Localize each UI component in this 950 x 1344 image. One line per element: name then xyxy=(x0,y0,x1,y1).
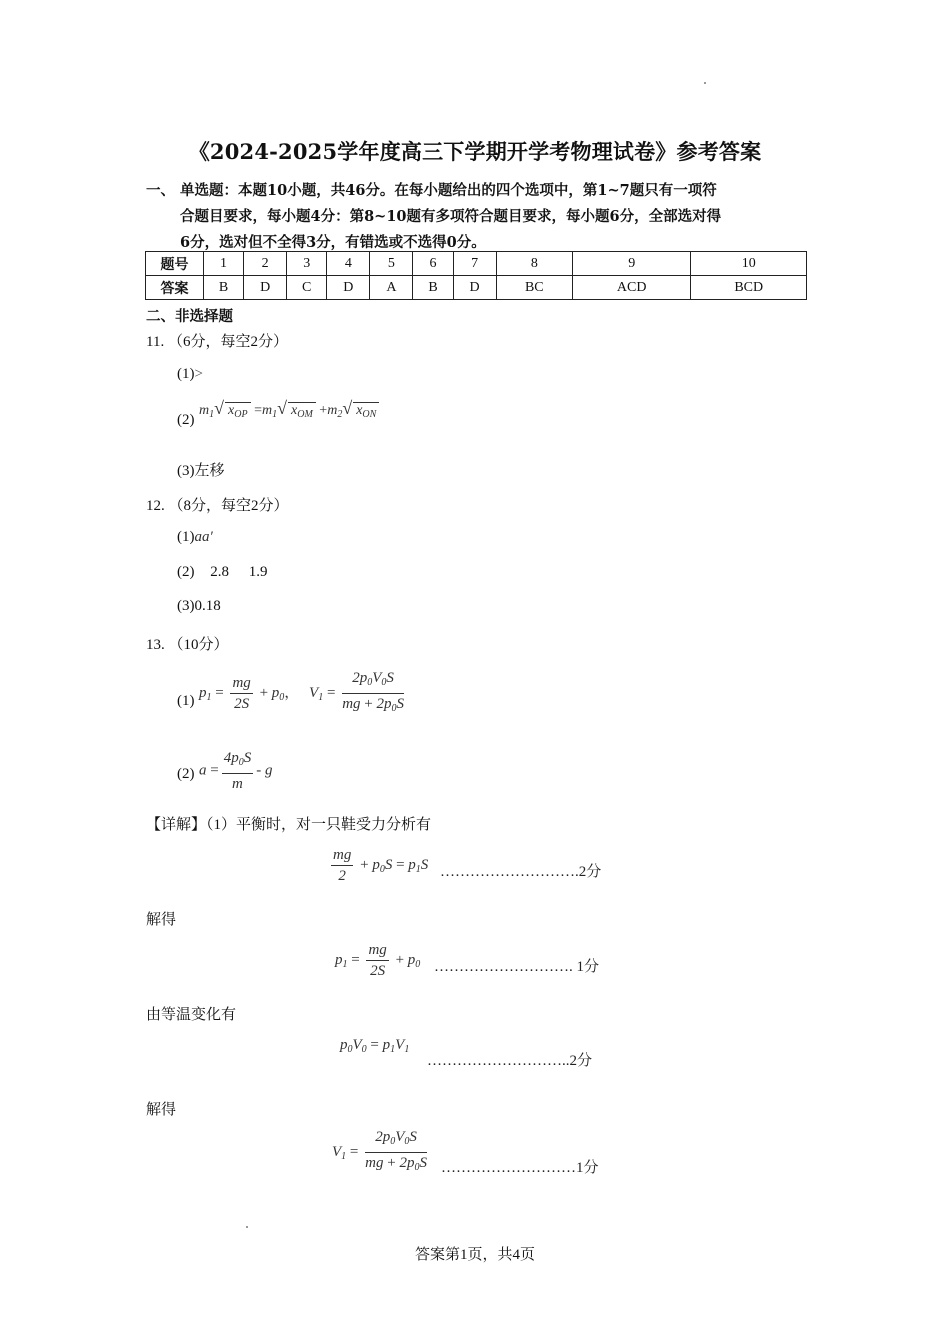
q13-part2-formula: a = $\frac{4p_0S}{m}$ - g xyxy=(199,750,273,792)
q12-part2-answer-b: 1.9 xyxy=(248,564,268,580)
q12-part1 xyxy=(177,529,213,546)
q12-part2-label: (2) xyxy=(177,564,195,580)
question-number: 2 xyxy=(244,252,287,276)
q12-part2 xyxy=(177,564,268,581)
answer-cell: D xyxy=(327,276,370,300)
q13-part1-formula: $p_1$ = $\frac{mg}{2S}$ + $p_0$， $V_1$ = $\frac{2p_0V_0S}{mg + 2p_0S}$ xyxy=(199,670,404,714)
answer-cell: A xyxy=(370,276,413,300)
q11-part3-label: (3) xyxy=(177,463,195,479)
q12-part1-answer: aa′ xyxy=(194,529,213,545)
detail-equation-4: $V_1$ = $\frac{2p_0V_0S}{mg + 2p_0S}$ xyxy=(332,1129,427,1173)
question-number: 1 xyxy=(204,252,244,276)
section1-line2: 合题目要求，每小题4分：第8~10题有多项符合题目要求，每小题6分，全部选对得 xyxy=(180,208,722,225)
page-footer: 答案第1页，共4页 xyxy=(414,1247,535,1263)
question-number: 5 xyxy=(370,252,413,276)
question-number: 8 xyxy=(496,252,572,276)
question-number: 9 xyxy=(572,252,690,276)
answer-cell: BC xyxy=(496,276,572,300)
detail-intro: 【详解】（1）平衡时，对一只鞋受力分析有 xyxy=(146,817,432,833)
q12-part3 xyxy=(177,598,221,615)
detail-jiede-2: 解得 xyxy=(146,1102,177,1118)
question-number: 10 xyxy=(691,252,807,276)
q12-part3-label: (3) xyxy=(177,598,195,614)
q11-header: 11. （6分，每空2分） xyxy=(146,334,288,350)
question-number: 3 xyxy=(287,252,327,276)
answer-table-answer-row xyxy=(146,276,807,300)
q11-part3-answer: 左移 xyxy=(194,463,225,479)
detail-eq4-score: ………………………1分 xyxy=(441,1160,599,1176)
q12-part2-answer-a: 2.8 xyxy=(210,564,229,580)
answer-cell: C xyxy=(287,276,327,300)
q13-part1-label: (1) xyxy=(177,693,195,709)
scan-speck xyxy=(704,82,706,84)
detail-jiede-1: 解得 xyxy=(146,912,177,928)
question-number: 6 xyxy=(413,252,453,276)
q11-part1-label: (1) xyxy=(177,366,195,382)
answer-table-number-row xyxy=(146,252,807,276)
detail-eq2-score: ………………………. 1分 xyxy=(434,959,600,975)
question-number: 4 xyxy=(327,252,370,276)
answer-cell: B xyxy=(204,276,244,300)
scan-speck xyxy=(246,1226,248,1228)
q11-part3 xyxy=(177,459,225,480)
q13-part2-label: (2) xyxy=(177,766,195,782)
q11-part1-answer: > xyxy=(194,366,203,382)
section1-line1: 一、 单选题：本题10小题，共46分。在每小题给出的四个选项中，第1~7题只有一项符 xyxy=(146,182,717,199)
q12-part1-label: (1) xyxy=(177,529,195,545)
question-number: 7 xyxy=(453,252,496,276)
detail-isothermal: 由等温变化有 xyxy=(146,1007,237,1023)
q13-header: 13. （10分） xyxy=(146,637,229,653)
answer-cell: D xyxy=(244,276,287,300)
q11-part2-formula: $m_1√$ $x_{OP} =m_1√$ $x_{OM} +m_2√$ $x_{ON}$ xyxy=(199,398,379,420)
detail-equation-1: $\frac{mg}{2}$ + $p_0S = p_1S$ xyxy=(333,847,429,884)
detail-equation-2: $p_1$ = $\frac{mg}{2S}$ + $p_0$ xyxy=(335,942,421,979)
answer-table xyxy=(145,251,807,300)
answer-cell: D xyxy=(453,276,496,300)
page-title: 《2024-2025学年度高三下学期开学考物理试卷》参考答案 xyxy=(188,139,762,164)
section1-instructions xyxy=(146,178,816,256)
detail-eq1-score: ……………………….2分 xyxy=(440,864,602,880)
answer-cell: ACD xyxy=(572,276,690,300)
answer-cell: BCD xyxy=(691,276,807,300)
row-header-number: 题号 xyxy=(146,252,204,276)
section1-line3: 6分，选对但不全得3分，有错选或不选得0分。 xyxy=(180,234,486,251)
detail-eq3-score: ………………………..2分 xyxy=(427,1053,593,1069)
q12-part3-answer: 0.18 xyxy=(194,598,221,614)
section2-heading: 二、非选择题 xyxy=(146,308,233,325)
answer-cell: B xyxy=(413,276,453,300)
q12-header: 12. （8分，每空2分） xyxy=(146,498,289,514)
row-header-answer: 答案 xyxy=(146,276,204,300)
q11-part2-label: (2) xyxy=(177,412,195,428)
detail-equation-3: $p_0V_0 = p_1V_1$ xyxy=(340,1037,410,1055)
q11-part1 xyxy=(177,366,203,383)
